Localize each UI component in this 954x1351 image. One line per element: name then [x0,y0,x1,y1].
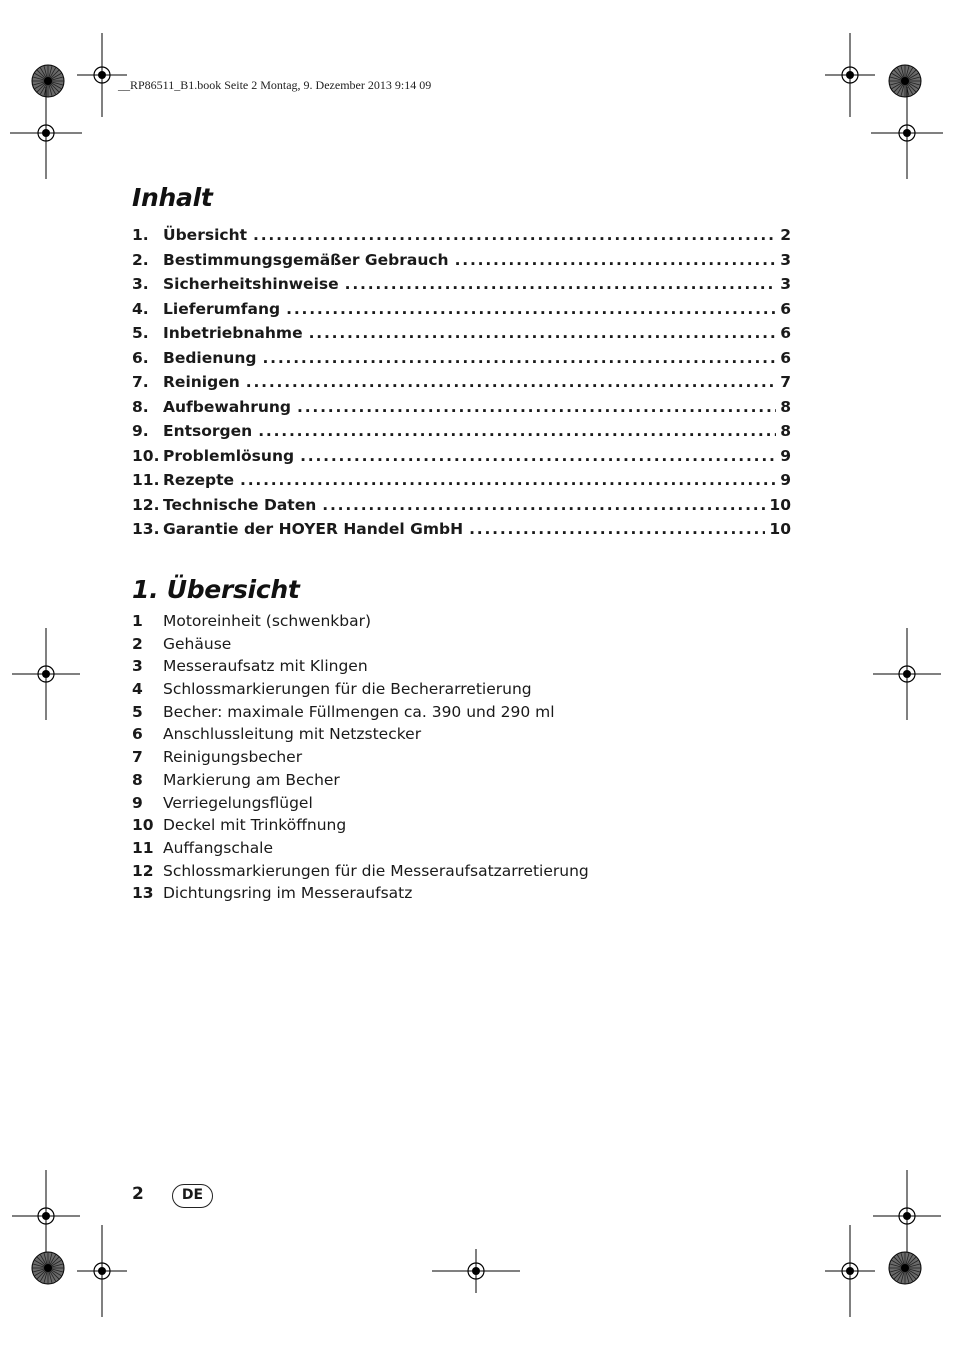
toc-leader-dots [345,275,777,293]
toc-entry-number: 10. [132,446,160,465]
part-item [132,816,832,839]
crosshair-mark [10,87,82,179]
toc-entry-number: 6. [132,348,149,367]
toc-entry [132,496,791,521]
part-item [132,839,832,862]
toc-entry [132,520,791,545]
part-label: Motoreinheit (schwenkbar) [163,612,372,630]
toc-leader-dots [455,251,777,269]
toc-entry [132,447,791,472]
part-number: 1 [132,612,143,630]
toc-entry-label: Sicherheitshinweise [163,275,339,293]
part-number: 8 [132,770,143,789]
toc-leader-dots [240,471,776,489]
toc-entry [132,398,791,423]
part-label: Auffangschale [163,838,274,857]
crosshair-mark [77,33,127,117]
toc-entry-page: 6 [780,348,791,367]
toc-entry-label: Bedienung [163,348,257,367]
crosshair-mark [873,628,941,720]
toc-entry [132,349,791,374]
print-info-line: __RP86511_B1.book Seite 2 Montag, 9. Dezember 2013 9:14 09 [118,78,432,92]
part-number: 2 [132,634,143,653]
toc-entry [132,471,791,496]
toc-entry-label: Übersicht [163,226,248,244]
part-item [132,884,832,907]
star-target-mark [889,65,921,97]
toc-entry-page: 3 [780,275,791,293]
toc-entry [132,373,791,398]
part-label: Schlossmarkierungen für die Messeraufsatzarretierung [163,861,589,880]
part-item [132,680,832,703]
part-label: Messeraufsatz mit Klingen [163,657,368,676]
toc-entry-number: 2. [132,250,149,269]
part-item [132,771,832,794]
toc-entry-page: 6 [780,299,791,318]
toc-entry-label: Bestimmungsgemäßer Gebrauch [163,250,449,269]
toc-entry-number: 8. [132,397,149,416]
part-label: Schlossmarkierungen für die Becherarretierung [163,680,532,699]
toc-entry-page: 3 [780,250,791,269]
toc-leader-dots [246,373,776,391]
toc-entry [132,251,791,276]
part-label: Deckel mit Trinköffnung [163,816,347,835]
toc-leader-dots [253,226,776,244]
part-number: 13 [132,884,154,903]
part-label: Gehäuse [163,634,232,653]
toc-entry-number: 7. [132,373,149,391]
star-target-mark [32,65,64,97]
toc-entry-page: 10 [769,520,791,538]
part-number: 4 [132,680,143,699]
toc-entry-number: 11. [132,471,160,489]
toc-leader-dots [258,422,776,440]
toc-entry [132,275,791,300]
crosshair-mark [12,1170,80,1262]
toc-entry-page: 7 [780,373,791,391]
toc-leader-dots [309,324,777,342]
part-number: 12 [132,861,154,880]
part-item [132,794,832,817]
star-target-mark [889,1252,921,1284]
toc-entry-number: 3. [132,275,149,293]
part-number: 5 [132,702,143,721]
part-label: Reinigungsbecher [163,748,303,767]
toc-entry-label: Technische Daten [163,495,317,514]
part-number: 6 [132,725,143,744]
parts-list [132,612,832,907]
part-item [132,862,832,885]
toc-leader-dots [469,520,765,538]
toc-entry-page: 8 [780,397,791,416]
part-item [132,725,832,748]
toc-entry [132,324,791,349]
toc-entry-number: 4. [132,299,149,318]
toc-leader-dots [300,447,776,465]
part-label: Becher: maximale Füllmengen ca. 390 und 290 ml [163,702,555,721]
toc-leader-dots [322,496,765,514]
toc-entry [132,422,791,447]
overview-title: 1. Übersicht [132,575,300,604]
part-number: 9 [132,793,143,812]
toc-leader-dots [286,300,776,318]
toc-entry-number: 5. [132,324,149,342]
crosshair-mark [432,1249,520,1293]
toc-entry-label: Entsorgen [163,422,253,440]
toc-entry-label: Garantie der HOYER Handel GmbH [163,520,464,538]
toc-entry-page: 2 [780,226,791,244]
part-number: 10 [132,816,154,835]
crosshair-mark [77,1225,127,1317]
toc-entry-page: 8 [780,422,791,440]
toc-entry-label: Problemlösung [163,446,295,465]
toc-entry-number: 12. [132,495,160,514]
toc-entry-page: 9 [780,446,791,465]
language-badge: DE [172,1184,213,1208]
toc-entry [132,226,791,251]
part-label: Markierung am Becher [163,770,340,789]
toc-entry-label: Reinigen [163,373,240,391]
toc-entry-number: 1. [132,226,149,244]
part-item [132,748,832,771]
toc-entry-label: Rezepte [163,471,234,489]
toc-entry-page: 6 [780,324,791,342]
toc-entry-page: 10 [769,495,791,514]
star-target-mark [32,1252,64,1284]
part-label: Verriegelungsflügel [163,793,313,812]
toc-entry-label: Aufbewahrung [163,397,292,416]
toc-entry-number: 9. [132,422,149,440]
part-item [132,612,832,635]
crosshair-mark [825,1225,875,1317]
page-number: 2 [132,1184,144,1204]
toc-entry-page: 9 [780,471,791,489]
table-of-contents [132,226,791,545]
part-item [132,635,832,658]
toc-entry-label: Inbetriebnahme [163,324,303,342]
toc-entry-number: 13. [132,520,160,538]
crosshair-mark [825,33,875,117]
part-label: Anschlussleitung mit Netzstecker [163,725,422,744]
toc-title: Inhalt [132,183,213,212]
part-item [132,703,832,726]
crosshair-mark [871,87,943,179]
crosshair-mark [873,1170,941,1262]
part-number: 7 [132,748,143,767]
toc-leader-dots [262,349,776,367]
part-number: 11 [132,838,154,857]
crosshair-mark [12,628,80,720]
part-label: Dichtungsring im Messeraufsatz [163,884,413,903]
part-number: 3 [132,657,143,676]
part-item [132,657,832,680]
toc-leader-dots [297,398,776,416]
toc-entry [132,300,791,325]
toc-entry-label: Lieferumfang [163,299,281,318]
